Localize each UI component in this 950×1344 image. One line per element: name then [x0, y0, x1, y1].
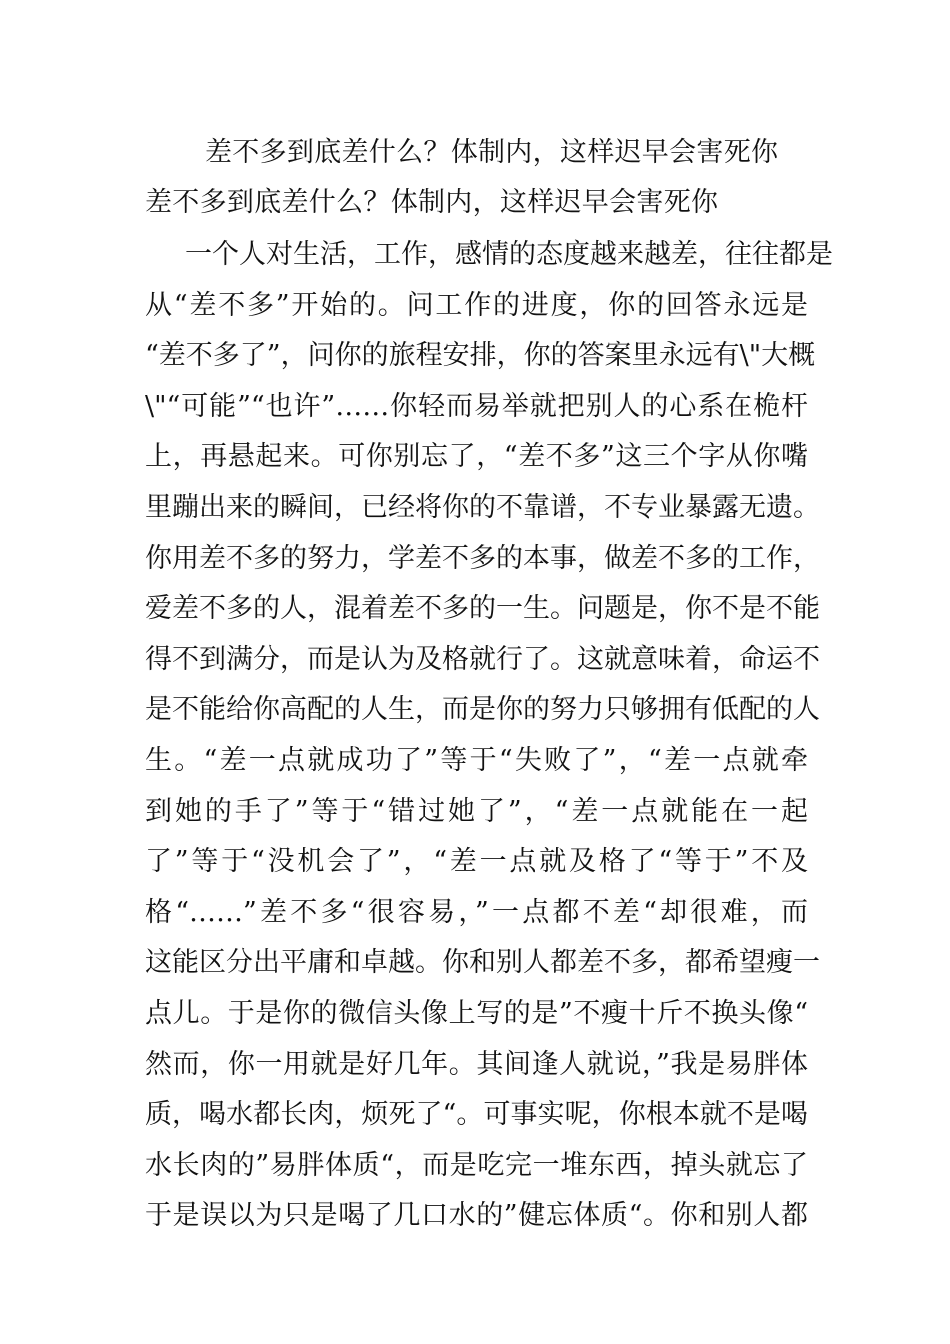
- document-title: 差不多到底差什么？体制内，这样迟早会害死你: [205, 137, 779, 168]
- body-line: 从“差不多”开始的。问工作的进度，你的回答永远是: [145, 289, 808, 321]
- body-line: 质，喝水都长肉，烦死了“。可事实呢，你根本就不是喝: [145, 1099, 808, 1131]
- body-line: 爱差不多的人，混着差不多的一生。问题是，你不是不能: [145, 593, 820, 625]
- body-line: 得不到满分，而是认为及格就行了。这就意味着，命运不: [145, 643, 820, 675]
- body-line: 一个人对生活，工作，感情的态度越来越差，往往都是: [185, 239, 833, 270]
- body-line: 里蹦出来的瞬间，已经将你的不靠谱，不专业暴露无遗。: [145, 491, 820, 523]
- body-line: 这能区分出平庸和卓越。你和别人都差不多，都希望瘦一: [145, 947, 820, 979]
- body-line: 点儿。于是你的微信头像上写的是”不瘦十斤不换头像“: [145, 997, 808, 1029]
- body-line: 你用差不多的努力，学差不多的本事，做差不多的工作，: [145, 542, 820, 574]
- body-line: 了”等于“没机会了”，“差一点就及格了“等于”不及: [145, 846, 808, 878]
- body-line: 水长肉的”易胖体质“，而是吃完一堆东西，掉头就忘了: [145, 1149, 808, 1181]
- body-line: 然而，你一用就是好几年。其间逢人就说，”我是易胖体: [145, 1048, 808, 1080]
- body-line: 于是误以为只是喝了几口水的”健忘体质“。你和别人都: [145, 1200, 808, 1232]
- body-line: 到她的手了”等于“错过她了”，“差一点就能在一起: [145, 795, 808, 827]
- body-line: “差不多了”，问你的旅程安排，你的答案里永远有\"大概: [145, 340, 816, 372]
- body-line: 上，再悬起来。可你别忘了，“差不多”这三个字从你嘴: [145, 441, 808, 473]
- body-line: 生。“差一点就成功了”等于“失败了”，“差一点就牵: [145, 744, 808, 776]
- body-line: 是不能给你高配的人生，而是你的努力只够拥有低配的人: [145, 694, 820, 726]
- body-text: [145, 230, 833, 1242]
- body-line: 格“……”差不多“很容易，”一点都不差“却很难，而: [145, 896, 808, 928]
- body-line: \"“可能”“也许”……你轻而易举就把别人的心系在桅杆: [145, 390, 808, 422]
- document-subtitle: 差不多到底差什么？体制内，这样迟早会害死你: [145, 187, 719, 218]
